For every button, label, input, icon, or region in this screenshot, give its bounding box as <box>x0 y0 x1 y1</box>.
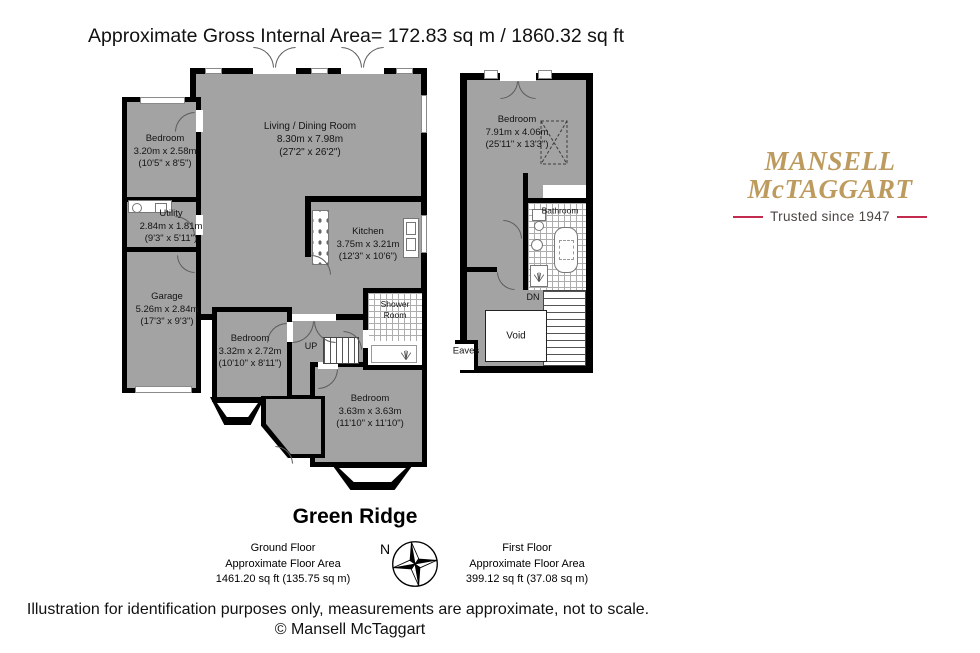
north-label: N <box>380 541 391 557</box>
room-label-bedroom2: Bedroom 3.32m x 2.72m (10'10" x 8'11") <box>218 333 282 370</box>
logo-name-line2: McTAGGART <box>747 174 913 205</box>
bay-window-glass <box>217 403 258 417</box>
first-floor-plan <box>452 55 605 390</box>
window-marker <box>484 70 498 79</box>
kitchen-wall-top <box>305 196 421 202</box>
copyright-text: © Mansell McTaggart <box>274 621 426 638</box>
logo-tagline <box>720 209 940 224</box>
door-swing-icon <box>341 47 362 68</box>
property-name: Green Ridge <box>292 505 418 528</box>
first-floor-caption: First Floor Approximate Floor Area 399.12 sq ft (37.08 sq m) <box>465 542 589 586</box>
tagline-rule-left <box>733 216 763 218</box>
bay-window <box>330 462 415 490</box>
basin-icon <box>531 239 543 251</box>
sink-bowl-icon <box>406 238 416 251</box>
door-opening <box>500 73 536 81</box>
shower-tray <box>530 265 548 287</box>
room-label-bedroom1: Bedroom 3.20m x 2.58m (10'5" x 8'5") <box>133 133 197 170</box>
door-opening <box>341 68 384 74</box>
door-swing-icon <box>363 47 384 68</box>
disclaimer-text: Illustration for identification purposes only, measurements are approximate, not to scale. <box>26 601 650 618</box>
room-label-bathroom: Bathroom <box>541 205 579 216</box>
room-label-shower: Shower Room <box>380 298 410 320</box>
kitchen-sink <box>403 218 419 258</box>
gross-internal-area-title: Approximate Gross Internal Area= 172.83 sq m / 1860.32 sq ft <box>88 25 625 47</box>
bay-window <box>210 397 265 425</box>
room-label-garage: Garage 5.26m x 2.84m (17'3" x 9'3") <box>135 291 199 328</box>
stairs-down-label: DN <box>526 292 540 303</box>
kitchen-wall-left <box>305 202 311 257</box>
door-opening <box>363 330 369 348</box>
room-label-utility: Utility 2.84m x 1.81m (9'3" x 5'11") <box>139 208 203 245</box>
eaves-label: Eaves <box>452 345 480 357</box>
door-opening <box>253 68 296 74</box>
window-marker <box>311 68 328 74</box>
shower-head-icon <box>398 347 414 363</box>
void-label: Void <box>506 330 526 342</box>
door-swing-icon <box>275 47 296 68</box>
room-label-living: Living / Dining Room 8.30m x 7.98m (27'2" x 26'2") <box>263 121 357 159</box>
door-opening <box>292 314 336 321</box>
bathroom-wall-segment <box>523 173 528 198</box>
window-marker <box>396 68 413 74</box>
room-living-dining <box>190 68 427 320</box>
logo-name-line1: MANSELL <box>764 146 896 176</box>
landing-wall-segment <box>467 267 497 272</box>
bay-window-glass <box>339 468 406 482</box>
shower-head-icon <box>531 269 547 285</box>
ground-floor-plan <box>115 50 435 500</box>
window-marker <box>538 70 552 79</box>
window-marker <box>421 95 427 133</box>
tagline-rule-right <box>897 216 927 218</box>
window-marker <box>205 68 222 74</box>
door-opening <box>196 110 203 132</box>
bathtub-hatch-icon <box>559 240 574 260</box>
bathtub-icon <box>554 227 578 273</box>
room-label-kitchen: Kitchen 3.75m x 3.21m (12'3" x 10'6") <box>336 226 400 263</box>
garage-door-marker <box>135 386 192 393</box>
sink-bowl-icon <box>406 222 416 235</box>
agency-logo <box>720 147 940 224</box>
ground-floor-caption: Ground Floor Approximate Floor Area 1461.20 sq ft (135.75 sq m) <box>215 542 351 586</box>
stairs-down <box>543 290 586 366</box>
tagline-text: Trusted since 1947 <box>770 209 890 225</box>
room-label-first-bedroom: Bedroom 7.91m x 4.06m (25'11" x 13'3") <box>485 114 549 151</box>
room-label-bedroom3: Bedroom 3.63m x 3.63m (11'10" x 11'10") <box>336 393 404 430</box>
window-marker <box>140 97 185 104</box>
door-swing-icon <box>253 47 274 68</box>
window-marker <box>421 215 427 253</box>
shower-tray <box>371 345 417 363</box>
stairs-up-label: UP <box>304 341 318 352</box>
landing-recess <box>543 185 586 198</box>
toilet-bowl-icon <box>534 221 544 231</box>
